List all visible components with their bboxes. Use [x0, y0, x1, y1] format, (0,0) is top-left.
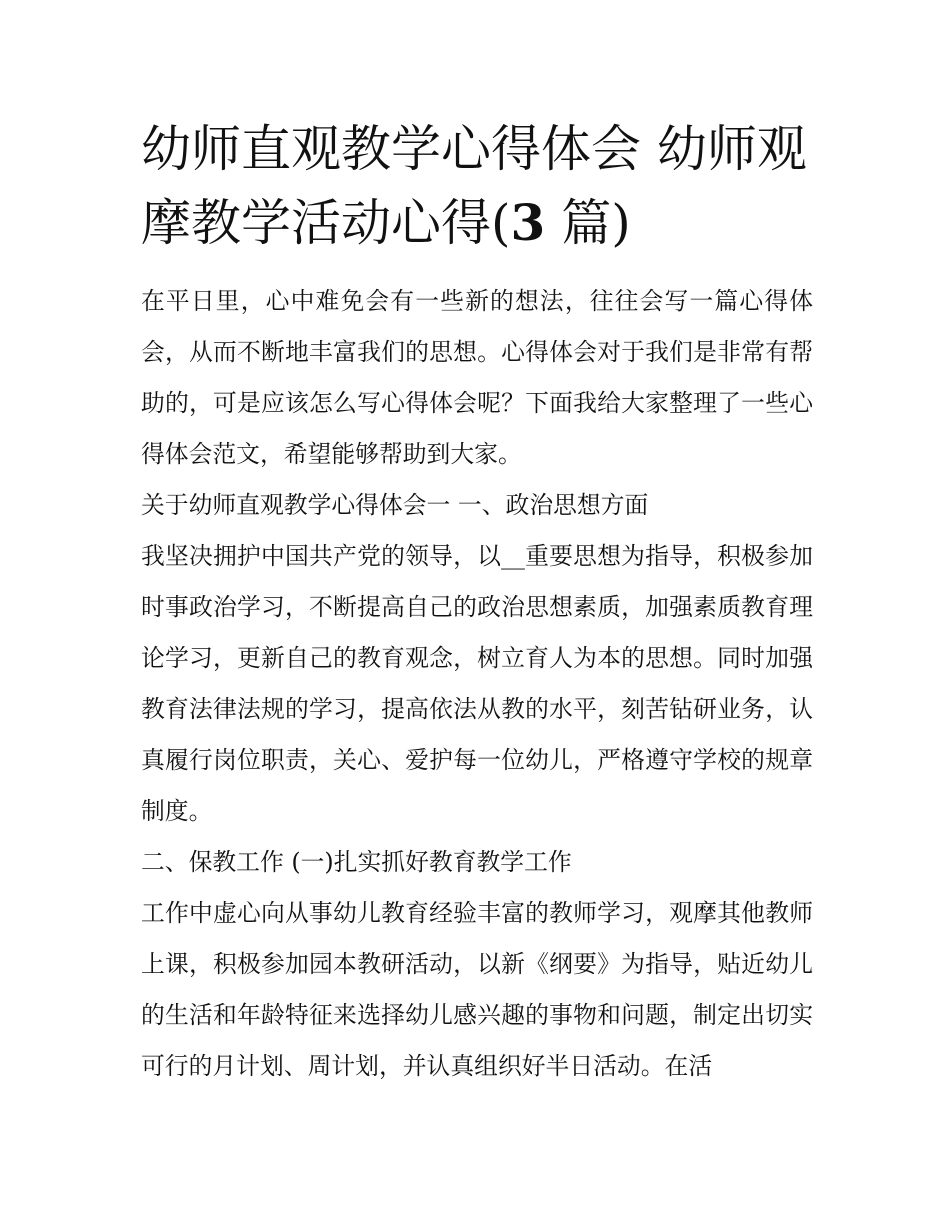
document-content [141, 112, 813, 1092]
title-text-part1: 幼师直观教学心得体会 幼师观摩教学活动心得( [141, 120, 807, 252]
document-title-block [141, 112, 813, 260]
paragraph-teaching: 工作中虚心向从事幼儿教育经验丰富的教师学习，观摩其他教师上课，积极参加园本教研活动，以新《纲要》为指导，贴近幼儿的生活和年龄特征来选择幼儿感兴趣的事物和问题，制定出切实可行的月计划、周计划，并认真组织好半日活动。在活 [141, 899, 813, 1080]
section-heading-politics: 关于幼师直观教学心得体会一 一、政治思想方面 [141, 491, 649, 519]
paragraph-intro: 在平日里，心中难免会有一些新的想法，往往会写一篇心得体会，从而不断地丰富我们的思想。心得体会对于我们是非常有帮助的，可是应该怎么写心得体会呢？下面我给大家整理了一些心得体会范文，希望能够帮助到大家。 [141, 287, 813, 468]
title-text-part2: 篇) [545, 194, 631, 252]
section-heading-teaching: 二、保教工作 (一)扎实抓好教育教学工作 [141, 848, 572, 876]
title-number: 3 [510, 193, 546, 252]
paragraph-politics: 我坚决拥护中国共产党的领导，以__重要思想为指导，积极参加时事政治学习，不断提高自己的政治思想素质，加强素质教育理论学习，更新自己的教育观念，树立育人为本的思想。同时加强教育法律法规的学习，提高依法从教的水平，刻苦钻研业务，认真履行岗位职责，关心、爱护每一位幼儿，严格遵守学校的规章制度。 [141, 542, 813, 825]
document-title [141, 112, 813, 260]
